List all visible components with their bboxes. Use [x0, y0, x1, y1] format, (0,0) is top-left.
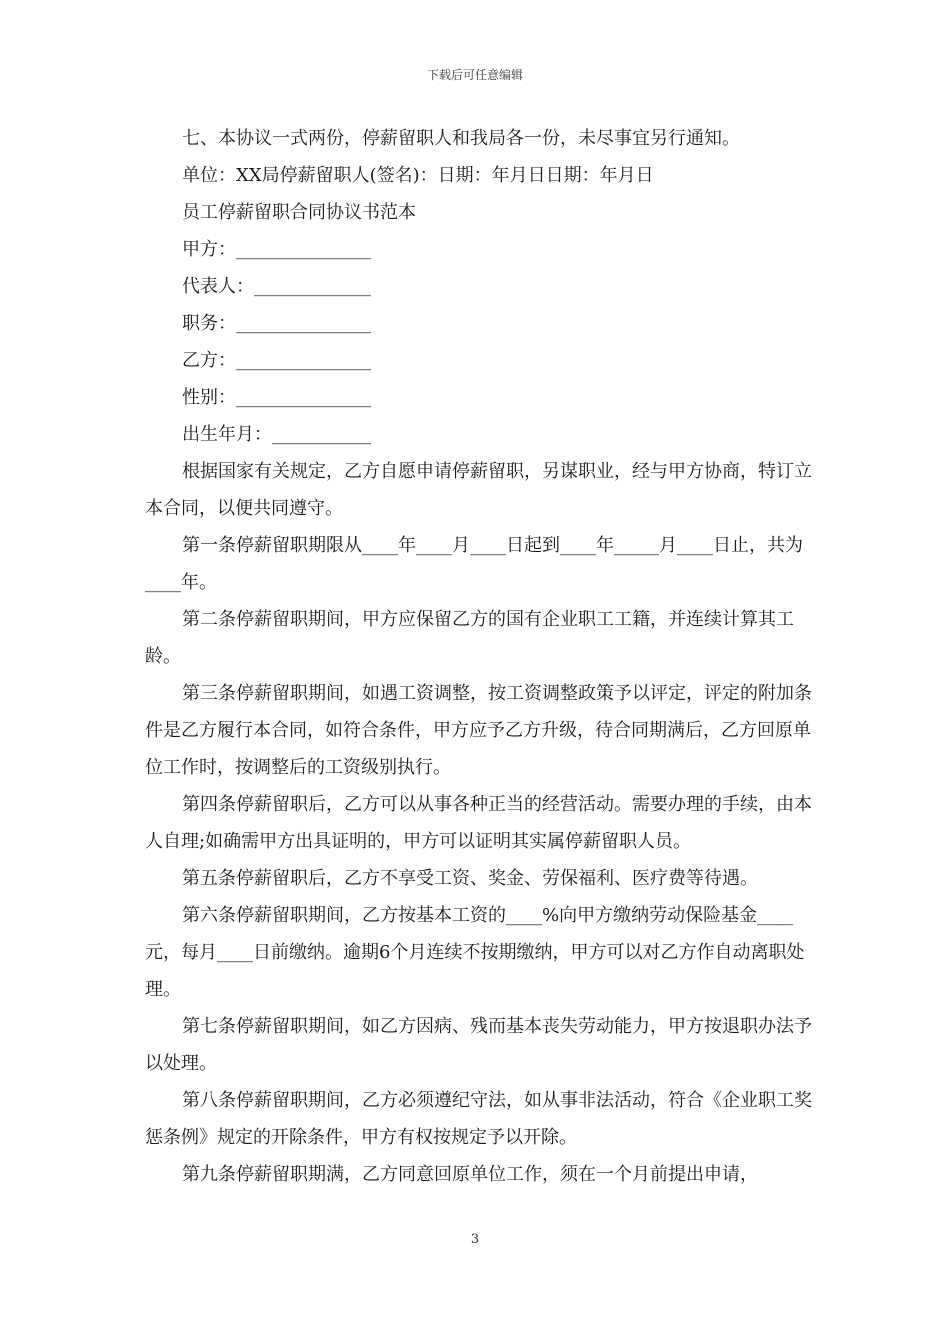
field-party-b: 乙方：_______________ [182, 350, 371, 371]
document-body [145, 120, 825, 1193]
paragraph-preamble: 根据国家有关规定，乙方自愿申请停薪留职，另谋职业，经与甲方协商，特订立本合同，以便共同遵守。 [145, 461, 812, 519]
field-gender: 性别：_______________ [182, 387, 371, 408]
field-representative: 代表人：_____________ [182, 276, 371, 297]
article-8: 第八条停薪留职期间，乙方必须遵纪守法，如从事非法活动，符合《企业职工奖惩条例》规定的开除条件，甲方有权按规定予以开除。 [145, 1090, 812, 1148]
field-position: 职务：_______________ [182, 313, 371, 334]
article-5: 第五条停薪留职后，乙方不享受工资、奖金、劳保福利、医疗费等待遇。 [182, 868, 758, 889]
page-number: 3 [470, 1232, 480, 1247]
article-4: 第四条停薪留职后，乙方可以从事各种正当的经营活动。需要办理的手续，由本人自理;如确需甲方出具证明的，甲方可以证明其实属停薪留职人员。 [145, 794, 812, 852]
paragraph-clause-seven: 七、本协议一式两份，停薪留职人和我局各一份，未尽事宜另行通知。 [182, 128, 740, 149]
article-3: 第三条停薪留职期间，如遇工资调整，按工资调整政策予以评定，评定的附加条件是乙方履行本合同，如符合条件，甲方应予乙方升级，待合同期满后，乙方回原单位工作时，按调整后的工资级别执行。 [145, 683, 812, 778]
document-title: 员工停薪留职合同协议书范本 [182, 202, 416, 223]
page-header: 下载后可任意编辑 [426, 68, 523, 82]
article-2: 第二条停薪留职期间，甲方应保留乙方的国有企业职工工籍，并连续计算其工龄。 [145, 609, 794, 667]
paragraph-signature-line: 单位：XX局停薪留职人(签名)：日期：年月日日期：年月日 [182, 165, 654, 186]
field-birth-date: 出生年月：___________ [182, 424, 371, 445]
article-9: 第九条停薪留职期满，乙方同意回原单位工作，须在一个月前提出申请， [182, 1164, 758, 1185]
field-party-a: 甲方：_______________ [182, 239, 371, 260]
article-6: 第六条停薪留职期间，乙方按基本工资的____%向甲方缴纳劳动保险基金____元，每月____日前缴纳。逾期6个月连续不按期缴纳，甲方可以对乙方作自动离职处理。 [145, 905, 805, 1000]
article-7: 第七条停薪留职期间，如乙方因病、残而基本丧失劳动能力，甲方按退职办法予以处理。 [145, 1016, 812, 1074]
article-1: 第一条停薪留职期限从____年____月____日起到____年_____月____日止，共为____年。 [145, 535, 803, 593]
